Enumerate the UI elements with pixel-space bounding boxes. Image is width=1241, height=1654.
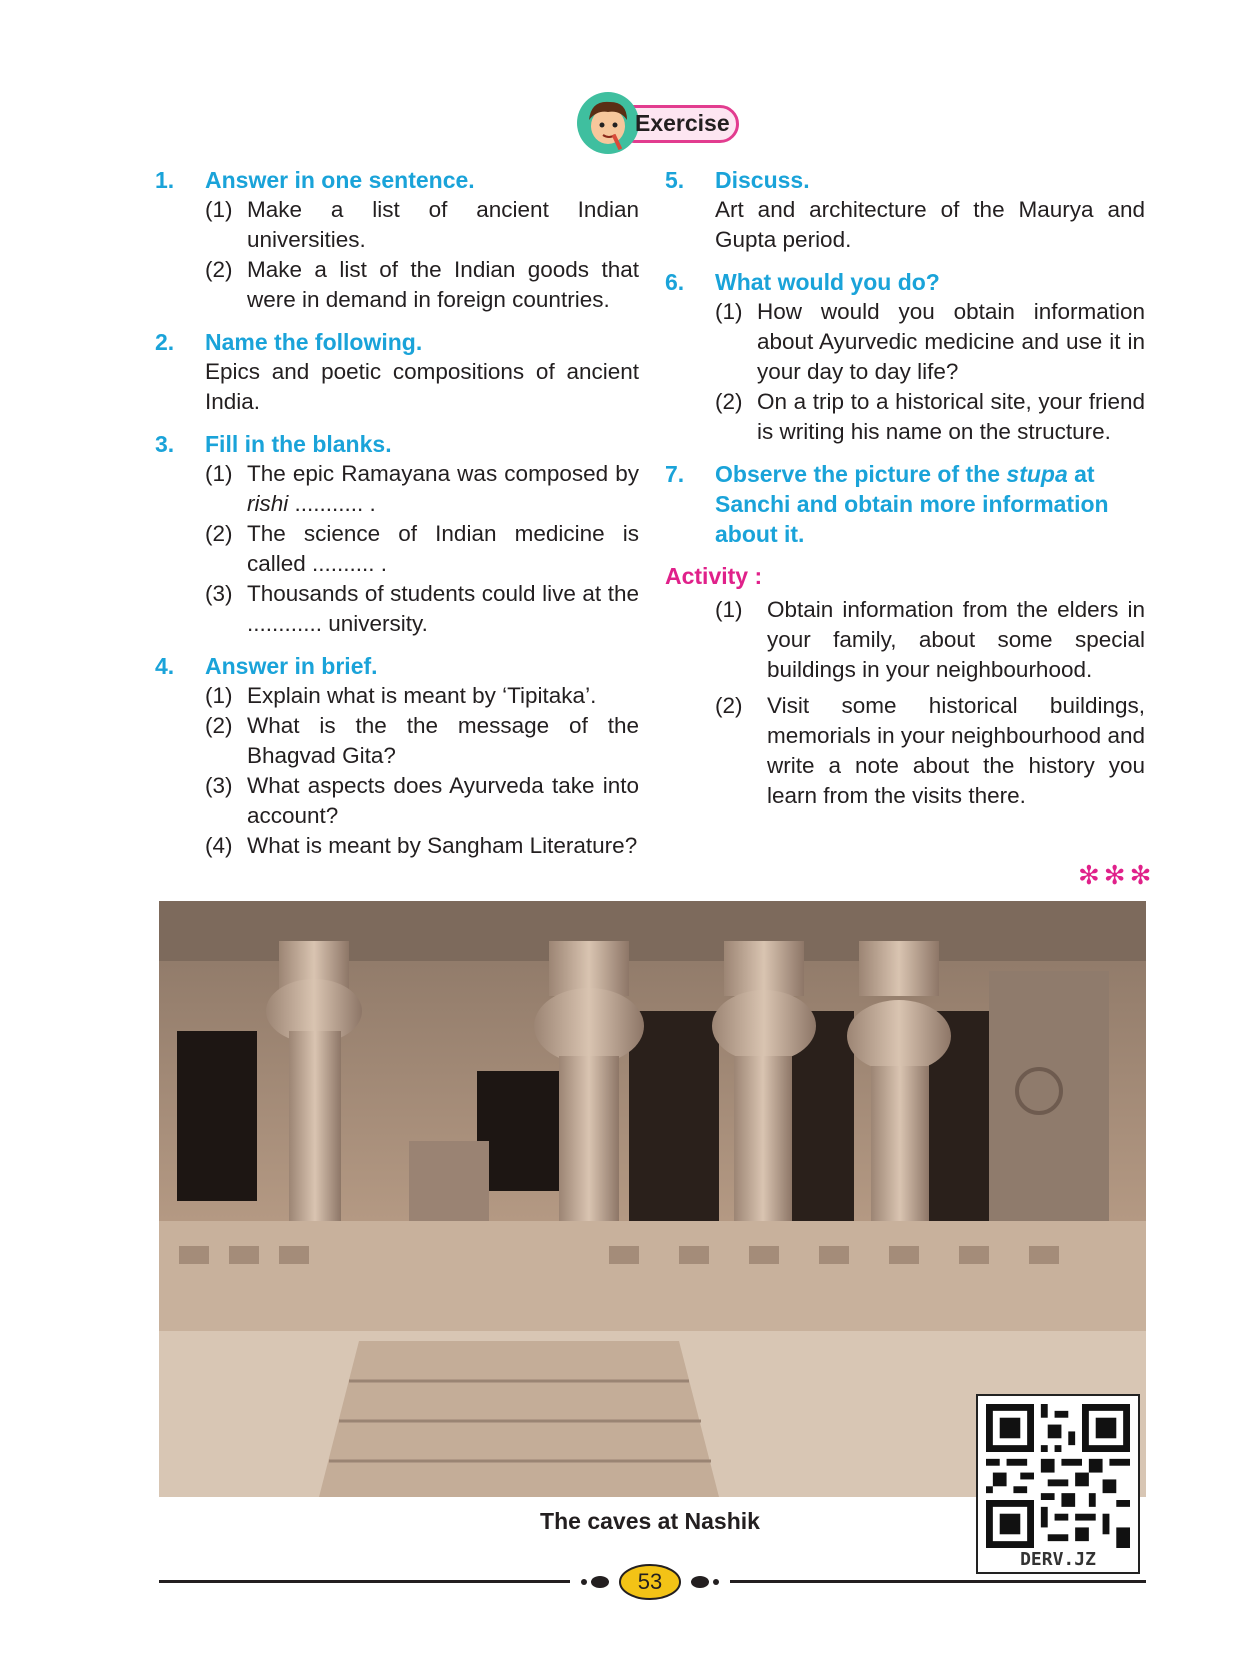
- activity-title: Activity :: [665, 563, 763, 589]
- list-item: (1) How would you obtain information about Ayurvedic medicine and use it in your day to day life?: [715, 299, 1145, 384]
- qr-label: DERV.JZ: [1020, 1549, 1096, 1570]
- question-number: 5.: [665, 167, 685, 193]
- badge-label: Exercise: [635, 110, 730, 136]
- question-5: [665, 165, 1145, 255]
- question-number: 2.: [155, 329, 175, 355]
- question-6: [665, 267, 1145, 447]
- list-item: (2) The science of Indian medicine is called .......... .: [205, 521, 639, 576]
- figure-caption: The caves at Nashik: [540, 1508, 760, 1534]
- list-item: (4) What is meant by Sangham Literature?: [205, 833, 638, 858]
- activity-item: (2) Visit some historical buildings, memorials in your neighbourhood and write a note about the history you learn from the visits there.: [715, 693, 1145, 808]
- qr-code-icon: [986, 1404, 1130, 1548]
- list-item: (2) On a trip to a historical site, your friend is writing his name on the structure.: [715, 389, 1145, 444]
- question-number: 3.: [155, 431, 175, 457]
- question-1: [155, 165, 639, 315]
- list-item: (1) Explain what is meant by ‘Tipitaka’.: [205, 683, 597, 708]
- section-end-stars: ✻✻✻: [1078, 860, 1156, 890]
- question-7: [665, 459, 1145, 549]
- list-item: (2) Make a list of the Indian goods that were in demand in foreign countries.: [205, 257, 639, 312]
- question-text: Art and architecture of the Maurya and Gupta period.: [715, 197, 1145, 252]
- question-text: Epics and poetic compositions of ancient India.: [205, 359, 639, 414]
- question-number: 1.: [155, 167, 175, 193]
- question-number: 4.: [155, 653, 175, 679]
- student-avatar-icon: [575, 90, 641, 156]
- question-3: [155, 429, 639, 639]
- question-number: 7.: [665, 461, 685, 487]
- activity-item: (1) Obtain information from the elders in your family, about some special buildings in your neighbourhood.: [715, 597, 1145, 682]
- list-item: (1) The epic Ramayana was composed by rishi ........... .: [205, 461, 639, 516]
- question-2: [155, 327, 639, 417]
- exercise-badge: [575, 90, 745, 156]
- question-heading: Answer in brief.: [205, 653, 378, 679]
- right-column: [665, 165, 1145, 817]
- question-heading: Name the following.: [205, 329, 423, 355]
- left-column: [155, 165, 639, 873]
- question-heading: Observe the picture of the stupa at Sanchi and obtain more information about it.: [715, 461, 1109, 547]
- page-number: 53: [637, 1569, 663, 1594]
- question-heading: What would you do?: [715, 269, 940, 295]
- question-number: 6.: [665, 269, 685, 295]
- question-heading: Answer in one sentence.: [205, 167, 475, 193]
- question-heading: Discuss.: [715, 167, 810, 193]
- question-4: [155, 651, 639, 861]
- list-item: (3) What aspects does Ayurveda take into account?: [205, 773, 639, 828]
- list-item: (2) What is the the message of the Bhagvad Gita?: [205, 713, 639, 768]
- question-heading: Fill in the blanks.: [205, 431, 392, 457]
- qr-code-box[interactable]: [976, 1394, 1140, 1574]
- list-item: (1) Make a list of ancient Indian universities.: [205, 197, 639, 252]
- list-item: (3) Thousands of students could live at the ............ university.: [205, 581, 639, 636]
